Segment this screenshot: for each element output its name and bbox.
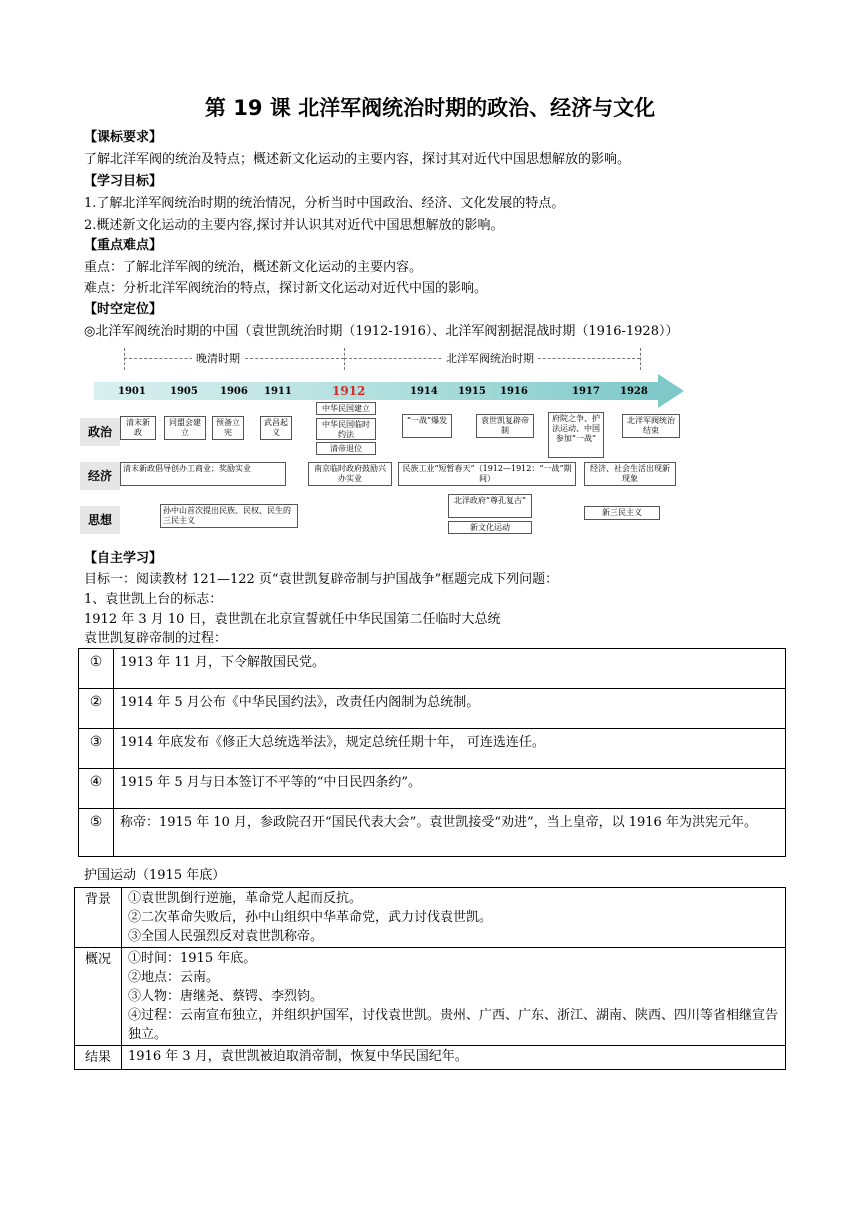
answer-1: 1912 年 3 月 10 日，袁世凯在北京宣誓就任中华民国第二任临时大总统: [84, 612, 501, 627]
section-heading-kebiao: 【课标要求】: [84, 130, 163, 145]
year-1928: 1928: [620, 386, 648, 397]
row-label-thought: 思想: [80, 506, 120, 534]
year-1912: 1912: [332, 384, 366, 398]
background-item: ③全国人民强烈反对袁世凯称帝。: [128, 929, 324, 944]
row-number: ③: [79, 729, 114, 769]
event-box: 新文化运动: [448, 521, 532, 534]
kebiao-text: 了解北洋军阀的统治及特点；概述新文化运动的主要内容，探讨其对近代中国思想解放的影响。: [84, 152, 631, 167]
overview-item: ①时间：1915 年底。: [128, 951, 257, 966]
row-text: 1914 年底发布《修正大总统选举法》，规定总统任期十年， 可连选连任。: [114, 729, 786, 769]
page-title: 第 19 课 北洋军阀统治时期的政治、经济与文化: [204, 96, 656, 120]
row-label-background: 背景: [75, 888, 122, 948]
event-box: 预备立宪: [212, 416, 244, 440]
event-box: 清末新政: [120, 416, 156, 440]
event-box: 袁世凯复辟帝制: [476, 414, 534, 438]
zhongdian-text: 重点：了解北洋军阀的统治，概述新文化运动的主要内容。: [84, 260, 423, 275]
row-number: ①: [79, 649, 114, 689]
row-text: 1913 年 11 月，下令解散国民党。: [114, 649, 786, 689]
event-box: 府院之争、护法运动、中国参加“一战”: [548, 412, 604, 458]
event-box: 北洋军阀统治结束: [622, 414, 680, 438]
table-row: [79, 769, 786, 809]
restoration-table: [78, 648, 786, 857]
event-box: “一战”爆发: [402, 414, 452, 438]
era-divider: [124, 348, 125, 370]
year-1906: 1906: [220, 386, 248, 397]
row-label-overview: 概况: [75, 948, 122, 1046]
huguo-table: [74, 887, 786, 1070]
row-label-politics: 政治: [80, 418, 120, 446]
section-heading-mubiao: 【学习目标】: [84, 174, 163, 189]
overview-cell: [122, 948, 786, 1046]
row-number: ④: [79, 769, 114, 809]
table-row: [75, 1046, 786, 1070]
year-1905: 1905: [170, 386, 198, 397]
goal-1-text: 目标一：阅读教材 121—122 页“袁世凯复辟帝制与护国战争”框题完成下列问题：: [84, 572, 559, 587]
year-1917: 1917: [572, 386, 600, 397]
table-row: [79, 729, 786, 769]
section-heading-self-study: 【自主学习】: [84, 551, 163, 566]
overview-item: ②地点：云南。: [128, 970, 220, 985]
event-box: 北洋政府“尊孔复古”: [448, 494, 532, 518]
era-label-late-qing: 晚清时期: [192, 350, 244, 366]
era-label-beiyang: 北洋军阀统治时期: [442, 350, 538, 366]
row-label-result: 结果: [75, 1046, 122, 1070]
row-text: 1914 年 5 月公布《中华民国约法》，改责任内阁制为总统制。: [114, 689, 786, 729]
year-1916: 1916: [500, 386, 528, 397]
year-1911: 1911: [264, 386, 292, 397]
table-row: [79, 649, 786, 689]
event-box: 新三民主义: [584, 506, 660, 520]
row-text: 称帝：1915 年 10 月，参政院召开“国民代表大会”。袁世凯接受“劝进”，当上皇帝，以 1916 年为洪宪元年。: [114, 809, 786, 857]
row-label-economy: 经济: [80, 462, 120, 490]
event-box: 民族工业“短暂春天”（1912—1912：“一战”期间）: [398, 462, 576, 486]
table-row: [79, 809, 786, 857]
event-box: 孙中山首次提出民族、民权、民生的三民主义: [160, 504, 298, 528]
mubiao-item-1: 1.了解北洋军阀统治时期的统治情况，分析当时中国政治、经济、文化发展的特点。: [84, 196, 565, 211]
process-heading: 袁世凯复辟帝制的过程：: [84, 631, 228, 646]
year-1901: 1901: [118, 386, 146, 397]
background-cell: [122, 888, 786, 948]
era-divider: [344, 348, 345, 370]
event-box: 同盟会建立: [164, 416, 206, 440]
table-row: [79, 689, 786, 729]
event-box: 清末新政倡导创办工商业；奖励实业: [120, 462, 286, 486]
table-row: [75, 888, 786, 948]
background-item: ②二次革命失败后，孙中山组织中华革命党，武力讨伐袁世凯。: [128, 910, 493, 925]
row-number: ②: [79, 689, 114, 729]
section-heading-shikong: 【时空定位】: [84, 302, 163, 317]
event-box: 中华民国临时约法: [316, 418, 376, 440]
shikong-text: ◎北洋军阀统治时期的中国（袁世凯统治时期（1912-1916）、北洋军阀割据混战时期（1916-1928））: [84, 324, 679, 339]
era-divider: [640, 348, 641, 370]
section-heading-zhongdian: 【重点难点】: [84, 238, 163, 253]
row-text: 1915 年 5 月与日本签订不平等的“中日民四条约”。: [114, 769, 786, 809]
question-1: 1、袁世凯上台的标志：: [84, 592, 223, 607]
year-1914: 1914: [410, 386, 438, 397]
row-number: ⑤: [79, 809, 114, 857]
table-row: [75, 948, 786, 1046]
overview-item: ④过程：云南宣布独立，并组织护国军，讨伐袁世凯。贵州、广西、广东、浙江、湖南、陕西、四川等省相继宣告独立。: [128, 1008, 779, 1042]
nandian-text: 难点：分析北洋军阀统治的特点，探讨新文化运动对近代中国的影响。: [84, 281, 488, 296]
overview-item: ③人物：唐继尧、蔡锷、李烈钧。: [128, 989, 324, 1004]
huguo-heading: 护国运动（1915 年底）: [84, 868, 226, 883]
event-box: 南京临时政府鼓励兴办实业: [308, 462, 392, 486]
timeline-figure: [80, 348, 684, 536]
result-cell: 1916 年 3 月，袁世凯被迫取消帝制，恢复中华民国纪年。: [122, 1046, 786, 1070]
year-1915: 1915: [458, 386, 486, 397]
timeline-arrow-head: [658, 374, 684, 408]
background-item: ①袁世凯倒行逆施，革命党人起而反抗。: [128, 891, 363, 906]
event-box: 经济、社会生活出现新现象: [584, 462, 676, 486]
event-box: 武昌起义: [260, 416, 292, 440]
mubiao-item-2: 2.概述新文化运动的主要内容,探讨并认识其对近代中国思想解放的影响。: [84, 218, 504, 233]
event-box: 中华民国建立: [316, 402, 376, 415]
event-box: 清帝退位: [316, 442, 376, 455]
